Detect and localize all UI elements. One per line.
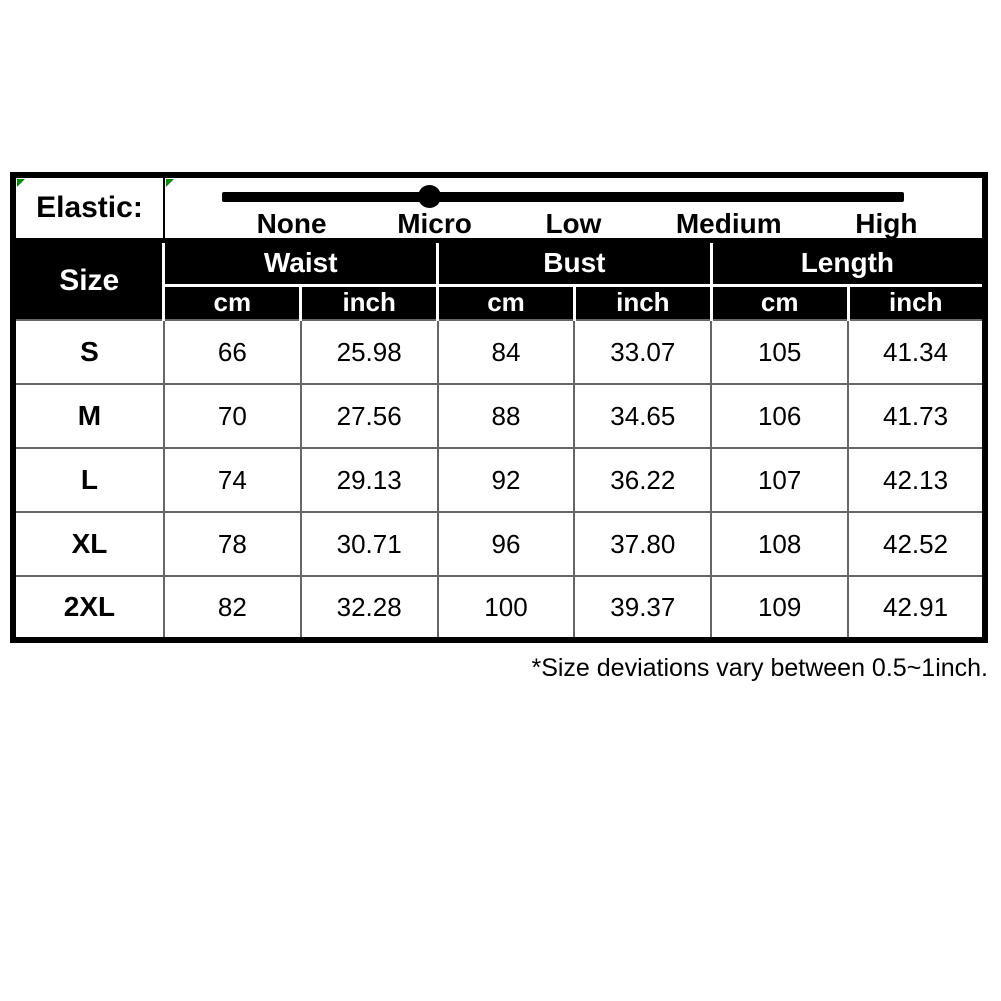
elastic-label: Elastic: [36,190,143,224]
value-cell: 34.65 [574,384,711,448]
waist-cm-header: cm [164,285,301,320]
length-header: Length [711,240,985,285]
slider-handle-icon [418,185,441,208]
size-column-header: Size [13,240,164,320]
elastic-level-high: High [855,208,918,239]
elastic-level-micro: Micro [397,208,472,239]
size-cell: XL [13,512,164,576]
value-cell: 74 [164,448,301,512]
value-cell: 66 [164,320,301,384]
value-cell: 39.37 [574,576,711,640]
table-row-s [13,320,985,384]
size-cell: L [13,448,164,512]
size-chart [10,172,988,643]
value-cell: 41.73 [848,384,985,448]
size-cell: M [13,384,164,448]
value-cell: 37.80 [574,512,711,576]
value-cell: 25.98 [301,320,438,384]
header-group-row [13,240,985,285]
length-cm-header: cm [711,285,848,320]
size-cell: 2XL [13,576,164,640]
value-cell: 105 [711,320,848,384]
slider-track [222,192,904,202]
bust-header: Bust [438,240,712,285]
bust-cm-header: cm [438,285,575,320]
table-row-2xl [13,576,985,640]
value-cell: 78 [164,512,301,576]
cell-corner-marker-icon [17,179,25,187]
value-cell: 82 [164,576,301,640]
value-cell: 106 [711,384,848,448]
value-cell: 32.28 [301,576,438,640]
value-cell: 70 [164,384,301,448]
value-cell: 109 [711,576,848,640]
elastic-level-none: None [256,208,327,239]
value-cell: 33.07 [574,320,711,384]
value-cell: 30.71 [301,512,438,576]
elastic-level-low: Low [545,208,602,239]
waist-header: Waist [164,240,438,285]
value-cell: 100 [438,576,575,640]
value-cell: 107 [711,448,848,512]
table-row-m [13,384,985,448]
elastic-row [13,175,985,240]
size-cell: S [13,320,164,384]
value-cell: 84 [438,320,575,384]
value-cell: 42.13 [848,448,985,512]
value-cell: 88 [438,384,575,448]
table-row-l [13,448,985,512]
value-cell: 42.52 [848,512,985,576]
bust-inch-header: inch [574,285,711,320]
table-row-xl [13,512,985,576]
value-cell: 41.34 [848,320,985,384]
length-inch-header: inch [848,285,985,320]
size-chart-table [10,172,988,643]
elastic-level-medium: Medium [675,208,782,239]
elastic-slider [165,178,982,238]
value-cell: 92 [438,448,575,512]
value-cell: 29.13 [301,448,438,512]
waist-inch-header: inch [301,285,438,320]
value-cell: 108 [711,512,848,576]
value-cell: 36.22 [574,448,711,512]
value-cell: 96 [438,512,575,576]
value-cell: 42.91 [848,576,985,640]
elastic-label-cell [13,175,164,240]
elastic-slider-cell [164,175,985,240]
value-cell: 27.56 [301,384,438,448]
size-deviation-footnote: *Size deviations vary between 0.5~1inch. [531,654,988,682]
